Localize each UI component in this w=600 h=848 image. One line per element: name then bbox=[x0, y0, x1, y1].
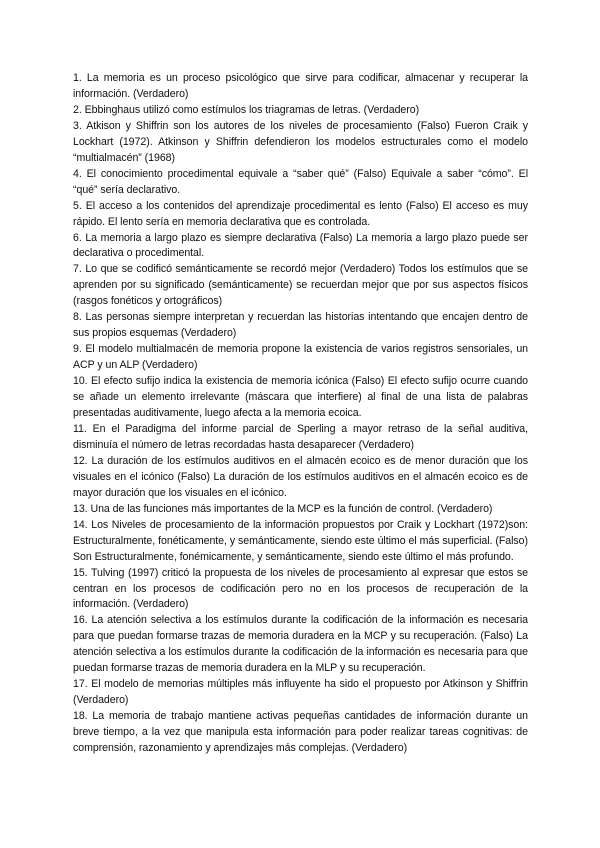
list-item-12: 12. La duración de los estímulos auditivos en el almacén ecoico es de menor duración que los visuales en el icónico (Falso) La duración de los estímulos auditivos en el almacén ecoico es de mayor duración que los visuales en el icónico. bbox=[73, 454, 528, 499]
list-item-8: 8. Las personas siempre interpretan y recuerdan las historias intentando que encajen dentro de sus propios esquemas (Verdadero) bbox=[73, 311, 528, 340]
list-item-1: 1. La memoria es un proceso psicológico que sirve para codificar, almacenar y recuperar la información. (Verdadero) bbox=[73, 72, 528, 100]
list-item-5: 5. El acceso a los contenidos del aprendizaje procedimental es lento (Falso) El acceso es muy rápido. El lento sería en memoria declarativa que es controlada. bbox=[73, 199, 528, 228]
list-item-6: 6. La memoria a largo plazo es siempre declarativa (Falso) La memoria a largo plazo puede ser declarativa o procedimental. bbox=[73, 231, 528, 260]
list-item-7: 7. Lo que se codificó semánticamente se recordó mejor (Verdadero) Todos los estímulos que se aprenden por su significado (semánticamente) se recuerdan mejor que por sus aspectos físicos (rasgos fonéticos y ortográficos) bbox=[73, 263, 528, 308]
list-item-9: 9. El modelo multialmacén de memoria propone la existencia de varios registros sensoriales, un ACP y un ALP (Verdadero) bbox=[73, 343, 528, 372]
list-item-10: 10. El efecto sufijo indica la existencia de memoria icónica (Falso) El efecto sufijo ocurre cuando se añade un elemento irrelevante (máscara que interfiere) al final de una lista de palabras presentadas auditivamente, luego afecta a la memoria ecoica. bbox=[73, 375, 528, 420]
list-item-11: 11. En el Paradigma del informe parcial de Sperling a mayor retraso de la señal auditiva, disminuía el número de letras recordadas hasta desaparecer (Verdadero) bbox=[73, 422, 528, 451]
list-item-3: 3. Atkison y Shiffrin son los autores de los niveles de procesamiento (Falso) Fueron Craik y Lockhart (1972). Atkinson y Shiffrin defendieron los modelos estructurales como el modelo “multialmacén” (1968) bbox=[73, 119, 528, 164]
list-item-4: 4. El conocimiento procedimental equivale a “saber qué” (Falso) Equivale a saber “cómo”. El “qué” sería declarativo. bbox=[73, 167, 528, 196]
list-item-16: 16. La atención selectiva a los estímulos durante la codificación de la información es necesaria para que puedan formarse trazas de memoria duradera en la MCP y su recuperación. (Falso) La atención selectiva a los estímulos durante la codificación de la información es necesaria para que puedan formarse trazas de memoria duradera en la MLP y su recuperación. bbox=[73, 614, 528, 675]
list-item-13: 13. Una de las funciones más importantes de la MCP es la función de control. (Verdadero) bbox=[73, 502, 493, 515]
list-item-17: 17. El modelo de memorias múltiples más influyente ha sido el propuesto por Atkinson y Shiffrin (Verdadero) bbox=[73, 678, 528, 707]
list-item-15: 15. Tulving (1997) criticó la propuesta de los niveles de procesamiento al expresar que estos se centran en los procesos de codificación pero no en los procesos de recuperación de la información. (Verdadero) bbox=[73, 566, 528, 611]
list-item-18: 18. La memoria de trabajo mantiene activas pequeñas cantidades de información durante un breve tiempo, a la vez que manipula esta información para poder realizar tareas cognitivas: de comprensión, razonamiento y aprendizajes más complejas. (Verdadero) bbox=[73, 710, 528, 755]
question-list bbox=[73, 71, 528, 757]
list-item-14: 14. Los Niveles de procesamiento de la información propuestos por Craik y Lockhart (1972)son: Estructuralmente, fonéticamente, y semánticamente, siendo este último el más superficial. (Falso) Son Estructuralmente, fonémicamente, y semánticamente, siendo este último el más profundo. bbox=[73, 518, 528, 563]
list-item-2: 2. Ebbinghaus utilizó como estímulos los triagramas de letras. (Verdadero) bbox=[73, 103, 420, 116]
